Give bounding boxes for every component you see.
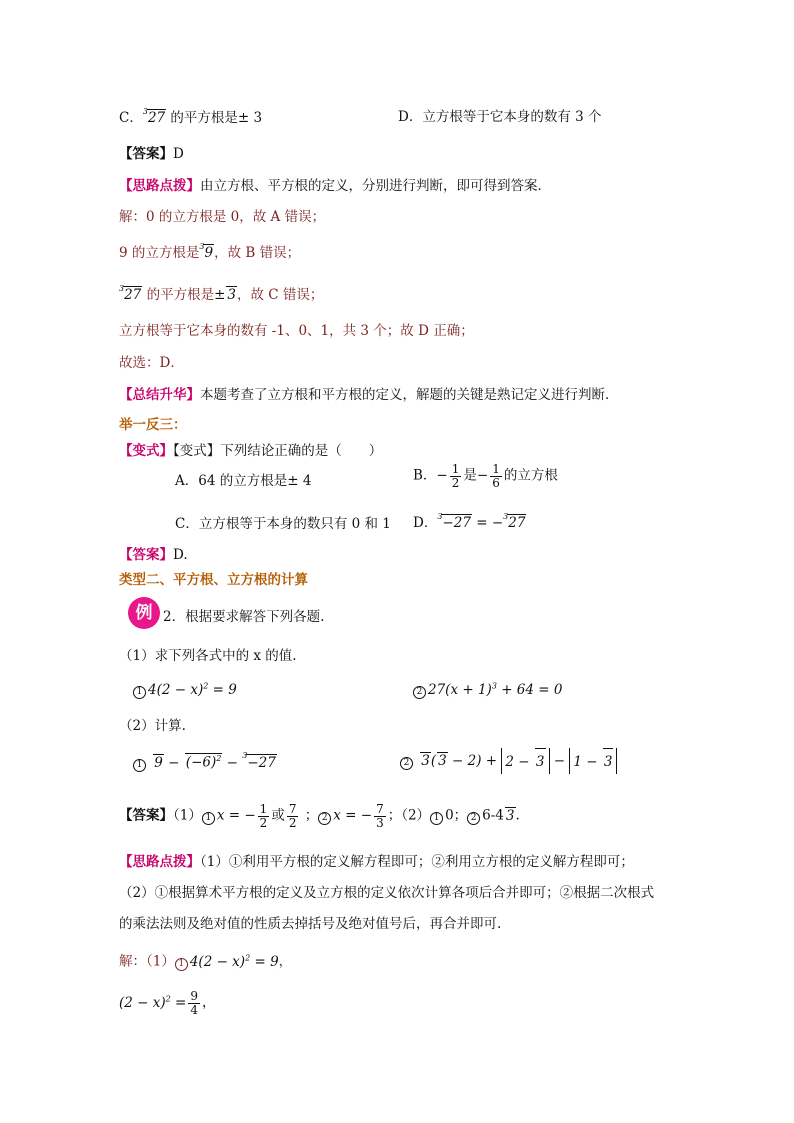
answer-1: 【答案】D	[119, 146, 184, 162]
solution-line-4: 立方根等于它本身的数有 -1、0、1，共 3 个；故 D 正确；	[119, 323, 474, 339]
equation-2: 2 $27(x + 1)^3 + 64 = 0$	[413, 681, 562, 699]
hint-2-line-2: （2）①根据算术平方根的定义及立方根的定义依次计算各项后合并即可；②根据二次根式	[119, 885, 655, 901]
practice-option-b: B．− $\frac{1}{2}$ 是− $\frac{1}{6}$ 的立方根	[413, 462, 558, 490]
part-1-title: （1）求下列各式中的 x 的值.	[119, 648, 297, 664]
practice-option-c: C．立方根等于本身的数只有 0 和 1	[175, 516, 391, 532]
hint-2-line-3: 的乘法法则及绝对值的性质去掉括号及绝对值号后，再合并即可.	[119, 916, 502, 932]
hint-1: 【思路点拨】由立方根、平方根的定义，分别进行判断，即可得到答案．	[119, 178, 551, 194]
practice-answer: 【答案】D.	[119, 547, 188, 563]
practice-option-a: A．64 的立方根是± 4	[175, 473, 312, 489]
solution-2-line-2: $(2 - x)^2$ = $\frac{9}{4}$ ，	[119, 989, 216, 1017]
practice-stem: 【变式】【变式】下列结论正确的是（ ）	[119, 443, 383, 459]
practice-option-d: D．$^3$−27 = −$^3$27	[413, 512, 526, 531]
practice-title: 举一反三：	[119, 417, 187, 433]
solution-line-2: 9 的立方根是$^3$9，故 B 错误；	[119, 242, 301, 261]
expression-2: 2 3( 3 − 2) + 2 − 3 − 1 − 3	[400, 748, 617, 774]
equation-1: 1 $4(2 - x)^2 = 9$	[133, 681, 237, 699]
example-badge: 例	[128, 597, 160, 629]
hint-2-line-1: 【思路点拨】（1）①利用平方根的定义解方程即可；②利用立方根的定义解方程即可；	[119, 854, 634, 870]
option-d: D．立方根等于它本身的数有 3 个	[398, 109, 602, 125]
solution-line-3: $^3$27 的平方根是± 3，故 C 错误；	[119, 284, 324, 303]
option-c: C．$^3$27 的平方根是± 3	[119, 107, 263, 126]
part-2-title: （2）计算.	[119, 718, 186, 734]
example-stem: 2．根据要求解答下列各题.	[163, 609, 325, 625]
section-title: 类型二、平方根、立方根的计算	[119, 572, 308, 588]
expression-1: 1 $9 - (-6)^2 - ^3-27$	[133, 753, 277, 772]
solution-line-5: 故选：D．	[119, 355, 184, 371]
solution-line-1: 解：0 的立方根是 0，故 A 错误；	[119, 209, 326, 225]
answer-2: 【答案】（1） 1 x = − $\frac{1}{2}$ 或 $\frac{7}{2}$ ； 2 x = − $\frac{7}{3}$ ；（2） 1 0； 2 6-4 3.	[119, 802, 520, 830]
solution-2-line-1: 解：（1） 1 $4(2 - x)^2 = 9$，	[119, 953, 293, 970]
summary-1: 【总结升华】本题考查了立方根和平方根的定义，解题的关键是熟记定义进行判断．	[119, 387, 619, 403]
